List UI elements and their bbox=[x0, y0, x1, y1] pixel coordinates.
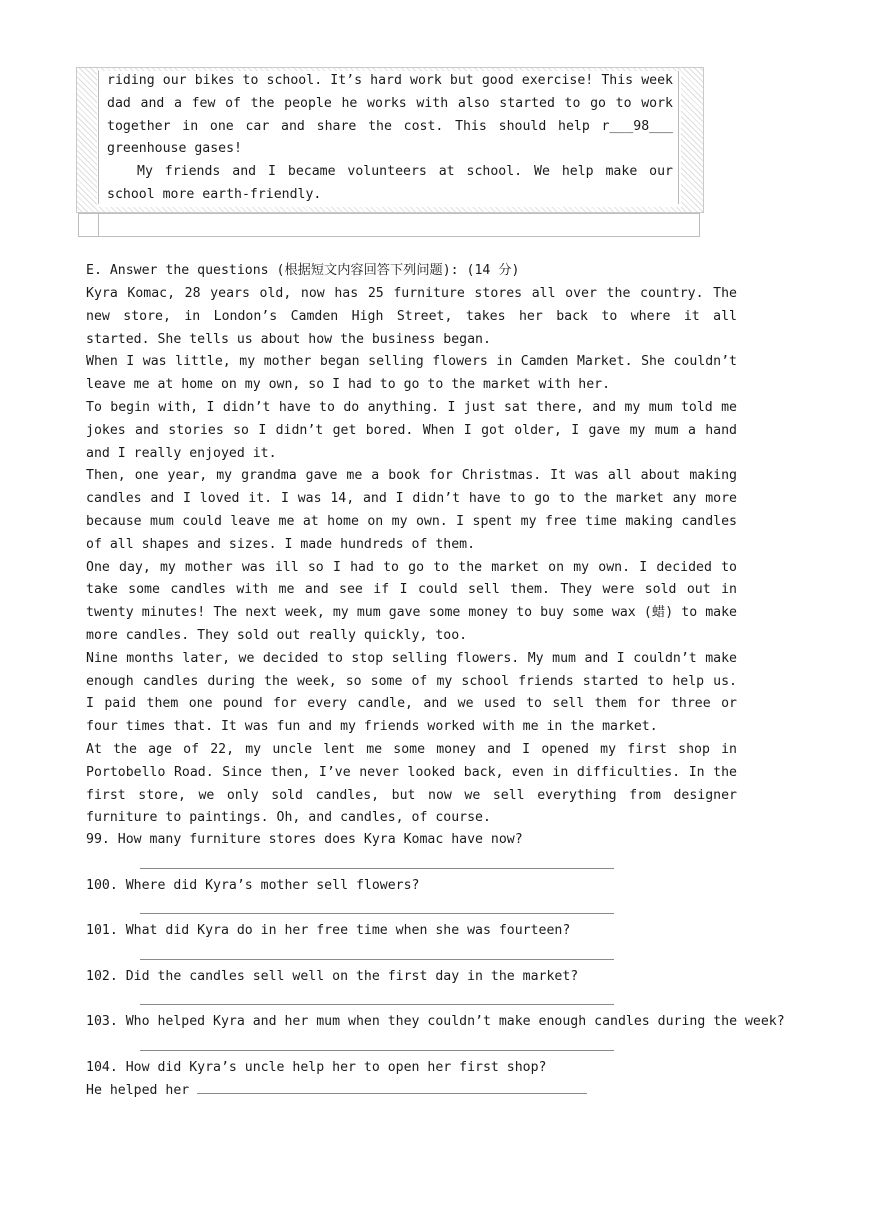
passage-paragraph: One day, my mother was ill so I had to go to the market on my own. I decided to take some candles with me and see if I could sell them. They were sold out in twenty minutes! The next week, my mum gave some money to buy some wax (蜡) to make more candles. They sold out really quickly, too. bbox=[86, 559, 737, 643]
top-passage-paragraph: My friends and I became volunteers at school. We help make our school more earth-friendly. bbox=[107, 164, 673, 202]
question-104: 104. How did Kyra’s uncle help her to open her first shop? bbox=[86, 1060, 547, 1075]
question-100: 100. Where did Kyra’s mother sell flowers? bbox=[86, 878, 420, 893]
passage-paragraph: Nine months later, we decided to stop selling flowers. My mum and I couldn’t make enough candles during the week, so some of my school friends started to help us. I paid them one pound for every candle, and we used to sell them for three or four times that. It was fun and my friends worked with me in the market. bbox=[86, 650, 737, 735]
passage-frame bbox=[76, 67, 704, 213]
frame-footer-box bbox=[78, 213, 700, 237]
answer-line-99[interactable] bbox=[140, 868, 614, 869]
frame-border-right bbox=[681, 68, 703, 212]
answer-104 bbox=[86, 1079, 587, 1102]
passage-paragraph: When I was little, my mother began selling flowers in Camden Market. She couldn’t leave me at home on my own, so I had to go to the market with her. bbox=[86, 354, 737, 393]
top-passage-text bbox=[107, 70, 673, 207]
passage-paragraph: At the age of 22, my uncle lent me some money and I opened my first shop in Portobello Road. Since then, I’ve never looked back, even in difficulties. In the first store, we only sold candles, but now we sell everything from designer furniture to paintings. Oh, and candles, of course. bbox=[86, 741, 737, 826]
question-103: 103. Who helped Kyra and her mum when they couldn’t make enough candles during the week? bbox=[86, 1014, 785, 1029]
top-passage-paragraph: riding our bikes to school. It’s hard work but good exercise! This week dad and a few of the people he works with also started to go to work together in one car and share the cost. This should help r___98___ greenhouse gases! bbox=[107, 73, 673, 157]
passage-paragraph: To begin with, I didn’t have to do anything. I just sat there, and my mum told me jokes and stories so I didn’t get bored. When I got older, I gave my mum a hand and I really enjoyed it. bbox=[86, 399, 737, 461]
passage-paragraph: Kyra Komac, 28 years old, now has 25 furniture stores all over the country. The new store, in London’s Camden High Street, takes her back to where it all started. She tells us about how the business began. bbox=[86, 286, 737, 347]
answer-line-104[interactable] bbox=[197, 1079, 587, 1094]
question-99: 99. How many furniture stores does Kyra Komac have now? bbox=[86, 832, 523, 847]
frame-border-left bbox=[77, 68, 97, 212]
passage-paragraph: Then, one year, my grandma gave me a book for Christmas. It was all about making candles and I loved it. I was 14, and I didn’t have to go to the market any more because mum could leave me at home on my own. I spent my free time making candles of all shapes and sizes. I made hundreds of them. bbox=[86, 468, 737, 552]
answer-prefix-104: He helped her bbox=[86, 1083, 190, 1098]
answer-line-103[interactable] bbox=[140, 1050, 614, 1051]
reading-passage bbox=[86, 283, 737, 830]
frame-footer-divider bbox=[98, 214, 99, 236]
answer-line-102[interactable] bbox=[140, 1004, 614, 1005]
section-title: E. Answer the questions (根据短文内容回答下列问题): (14 分) bbox=[86, 263, 520, 278]
question-102: 102. Did the candles sell well on the first day in the market? bbox=[86, 969, 579, 984]
answer-line-101[interactable] bbox=[140, 959, 614, 960]
answer-line-100[interactable] bbox=[140, 913, 614, 914]
question-101: 101. What did Kyra do in her free time when she was fourteen? bbox=[86, 923, 571, 938]
